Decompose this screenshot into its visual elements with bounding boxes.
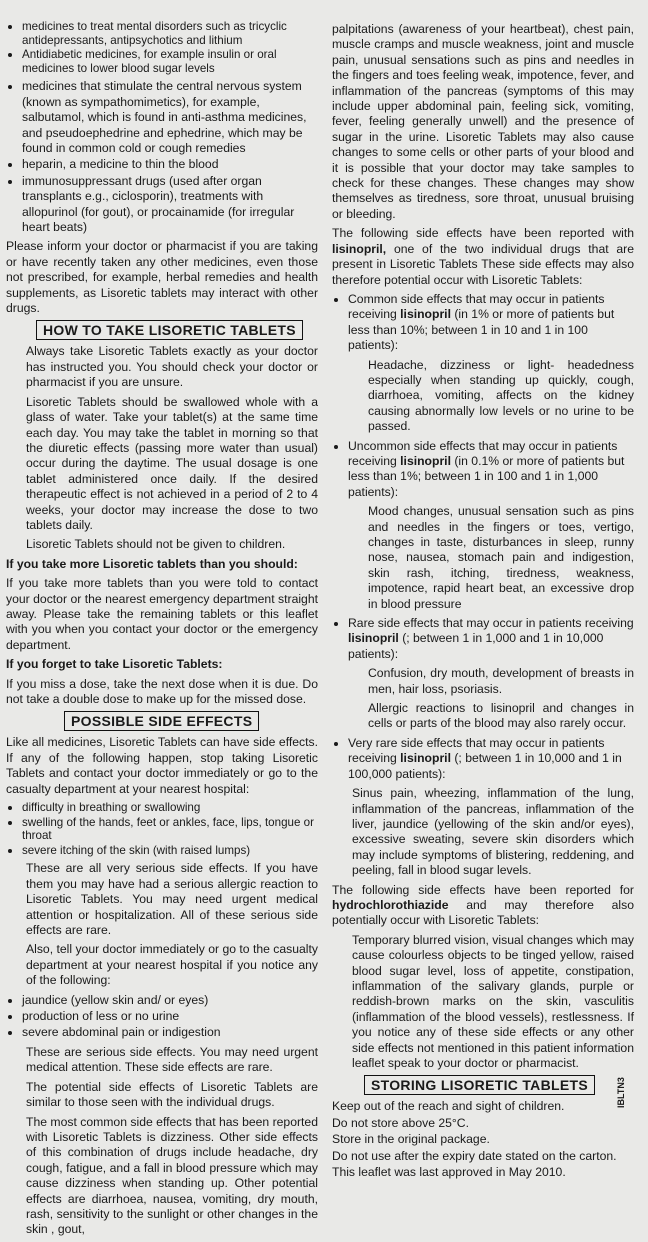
overdose-heading: If you take more Lisoretic tablets than you should: [6,556,298,571]
leaflet-code: IBLTN3 [616,1077,626,1108]
list-item: • production of less or no urine [22,1009,318,1024]
lisinopril-common-list [332,292,634,354]
left-column [6,20,318,1242]
uncommon-effects-text: Mood changes, unusual sensation such as pins and needles in the fingers or toes, vertigo, changes in taste, disturbances in sleep, runny nose, nausea, stomach pain and indigestion, skin rash, itching, tiredness, weakness, impotence, rapid heart beat, an excessive drop in blood pressure [368,504,634,611]
side-effects-paragraph-1: Like all medicines, Lisoretic Tablets can have side effects. If any of the following happen, stop taking Lisoretic Tablets and contact your doctor immediately or go to the casualty department at your nearest hospital: [6,735,318,796]
side-effects-paragraph-6: The most common side effects that has been reported with Lisoretic Tablets is dizziness. Other side effects of this combination of drugs include headache, dry cough, fatigue, and a fall in blood pressure which may cause dizziness when standing up. Other potential effects are diarrhoea, nausea, vomiting, dry mouth, rash, sensitivity to the sunlight or other changes in the skin , gout, [26,1114,318,1237]
how-to-take-heading: HOW TO TAKE LISORETIC TABLETS [36,320,303,340]
storage-line: Do not store above 25°C. [332,1115,469,1130]
how-paragraph-1: Always take Lisoretic Tablets exactly as your doctor has instructed you. You should check your doctor or pharmacist if you are unsure. [26,344,318,390]
side-effects-continued: palpitations (awareness of your heartbeat), chest pain, muscle cramps and muscle weakness, joint and muscle pain, unusual sensations such as pins and needles in the fingers and toes feeling weak, impotence, fever, and inflammation of the pancreas (symptoms of this may include upper abdominal pain, feeling sick, vomiting, fever, feeling generally unwell) and the presence of sugar in the urine. Lisoretic Tablets may also cause changes to some cells or other parts of your blood and it is possible that your doctor may take samples to check for these changes. These changes may show themselves as tiredness, sore throat, unusual bruising or bleeding. [332,22,634,221]
list-item: • Common side effects that may occur in patients receiving lisinopril (in 1% or more of patients but less than 10%; between 1 in 10 and 1 in 100 patients): [348,292,634,354]
rare-effects-text-2: Allergic reactions to lisinopril and changes in cells or parts of the blood may also rarely occur. [368,701,634,731]
list-item: • swelling of the hands, feet or ankles, face, lips, tongue or throat [22,816,318,843]
lisinopril-very-rare-list [332,736,634,782]
approval-date-line: This leaflet was last approved in May 2010. [332,1165,566,1180]
serious-effects-list [6,801,318,857]
right-column [332,22,634,1184]
how-paragraph-3: Lisoretic Tablets should not be given to children. [26,537,286,552]
storage-line: Store in the original package. [332,1132,490,1147]
missed-dose-text: If you miss a dose, take the next dose when it is due. Do not take a double dose to make up for the missed dose. [6,676,318,706]
storage-line: Keep out of the reach and sight of children. [332,1099,565,1114]
overdose-text: If you take more tablets than you were told to contact your doctor or the nearest emergency department straight away. Please take the remaining tablets or this leaflet with you when you contact your doctor or the emergency department. [6,576,318,652]
inform-doctor-paragraph: Please inform your doctor or pharmacist if you are taking or have recently taken any other medicines, even those not prescribed, for example, herbal remedies and health supplements, as Lisoretic tablets may interact with other drugs. [6,239,318,316]
very-rare-effects-text: Sinus pain, wheezing, inflammation of the lung, inflammation of the pancreas, inflammation of the liver, jaundice (yellowing of the skin and/or eyes), excessive sweating, severe skin disorders which may include symptoms of blistering, reddening, and peeling, fall in blood sugar levels. [352,786,634,878]
storing-heading: STORING LISORETIC TABLETS [364,1075,595,1095]
list-item: • medicines that stimulate the central nervous system (known as sympathomimetics), for example, salbutamol, which is found in anti-asthma medicines, and pseudoephedrine and ephedrine, which may be found in common cold or cough remedies [22,79,318,156]
lisinopril-rare-list [332,616,634,662]
hydrochlorothiazide-intro: The following side effects have been reported for hydrochlorothiazide and may therefore also potentially occur with Lisoretic Tablets: [332,882,635,928]
list-item: • immunosuppressant drugs (used after organ transplants e.g., ciclosporin), treatments with allopurinol (for gout), or procainamide (for irregular heart beats) [22,174,318,236]
storage-line: Do not use after the expiry date stated on the carton. [332,1148,617,1163]
missed-dose-heading: If you forget to take Lisoretic Tablets: [6,657,223,672]
list-item: • Very rare side effects that may occur in patients receiving lisinopril (; between 1 in 10,000 and 1 in 100,000 patients): [348,736,634,782]
list-item: • severe abdominal pain or indigestion [22,1025,318,1040]
side-effects-paragraph-2: These are all very serious side effects. If you have them you may have had a serious allergic reaction to Lisoretic Tablets. You may need urgent medical attention or hospitalization. All of these serious side effects are rare. [26,861,318,938]
serious-effects-list-2 [6,993,318,1041]
list-item: • medicines to treat mental disorders such as tricyclic antidepressants, antipsychotics and lithium [22,20,318,47]
interacting-medicines-list-2 [6,79,318,235]
interacting-medicines-list [6,20,318,75]
side-effects-paragraph-3: Also, tell your doctor immediately or go to the casualty department at your nearest hospital if you notice any of the following: [26,942,318,988]
side-effects-paragraph-5: The potential side effects of Lisoretic Tablets are similar to those seen with the individual drugs. [26,1079,318,1110]
list-item: • Rare side effects that may occur in patients receiving lisinopril (; between 1 in 1,000 and 1 in 10,000 patients): [348,616,634,662]
lisinopril-uncommon-list [332,439,634,501]
lisinopril-intro: The following side effects have been reported with lisinopril, one of the two individual drugs that are present in Lisoretic Tablets These side effects may also therefore potential occur with Lisoretic Tablets: [332,226,635,287]
list-item: • severe itching of the skin (with raised lumps) [22,844,318,858]
list-item: • difficulty in breathing or swallowing [22,801,318,815]
side-effects-paragraph-4: These are serious side effects. You may need urgent medical attention. These side effects are rare. [26,1044,318,1075]
side-effects-heading: POSSIBLE SIDE EFFECTS [64,711,259,731]
list-item: • jaundice (yellow skin and/ or eyes) [22,993,318,1008]
how-paragraph-2: Lisoretic Tablets should be swallowed whole with a glass of water. Take your tablet(s) at the same time each day. You may take the tablet in morning so that the diuretic effects (passing more water than usual) occur during the daytime. The usual dosage is one tablet administered once daily. If the desired therapeutic effect is not achieved in a period of 2 to 4 weeks, your doctor may increase the dose to two tablets daily. [26,394,318,532]
list-item: • Uncommon side effects that may occur in patients receiving lisinopril (in 0.1% or more of patients but less than 1%; between 1 in 100 and 1 in 1,000 patients): [348,439,634,501]
hydrochlorothiazide-effects-text: Temporary blurred vision, visual changes which may cause colourless objects to be tinged yellow, raised blood sugar level, loss of appetite, constipation, inflammation of the salivary glands, purple or reddish-brown marks on the skin, vasculitis (inflammation of the blood vessels), restlessness. If you notice any of these side effects or any other side effects not mentioned in this patient information leaflet speak to your doctor or pharmacist. [352,932,634,1070]
rare-effects-text-1: Confusion, dry mouth, development of breasts in men, hair loss, psoriasis. [368,666,634,696]
list-item: • heparin, a medicine to thin the blood [22,157,318,172]
list-item: • Antidiabetic medicines, for example insulin or oral medicines to lower blood sugar levels [22,48,318,75]
common-effects-text: Headache, dizziness or light- headedness especially when standing up quickly, cough, diarrhoea, vomiting, affects on the kidney causing abnormally low levels or no urine to be passed. [368,357,634,434]
